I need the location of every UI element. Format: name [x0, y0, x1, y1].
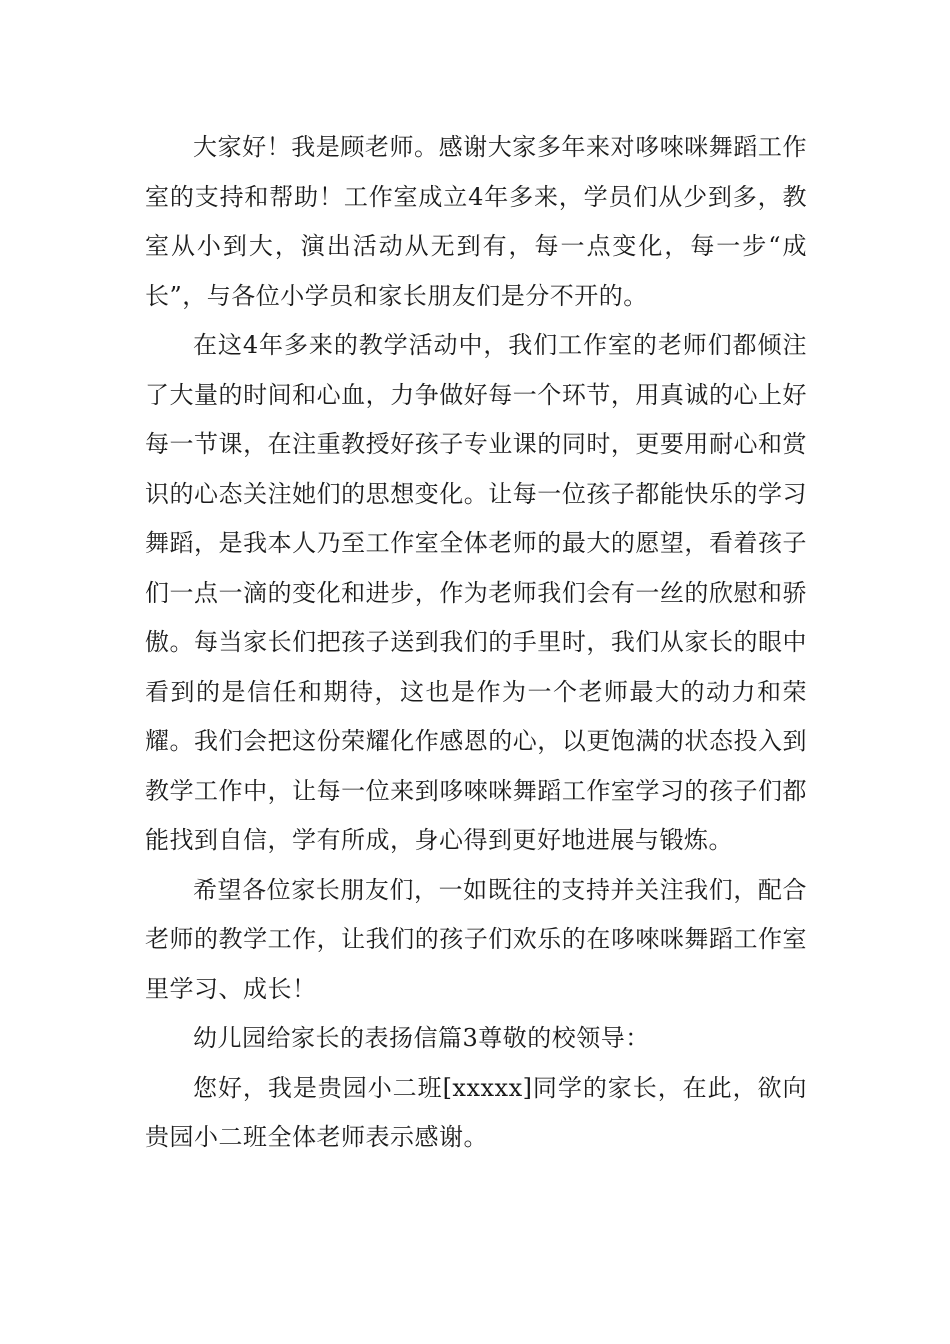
paragraph-letter-heading: 幼儿园给家长的表扬信篇3尊敬的校领导：	[193, 1024, 650, 1052]
paragraph-hope: 希望各位家长朋友们，一如既往的支持并关注我们，配合老师的教学工作，让我们的孩子们欢乐的在哆唻咪舞蹈工作室里学习、成长！	[145, 875, 807, 1003]
paragraph-greeting: 大家好！我是顾老师。感谢大家多年来对哆唻咪舞蹈工作室的支持和帮助！工作室成立4年多来，学员们从少到多，教室从小到大，演出活动从无到有，每一点变化，每一步“成长”，与各位小学员和家长朋友们是分不开的。	[145, 133, 807, 310]
paragraph-letter-opening: 您好，我是贵园小二班[xxxxx]同学的家长，在此，欲向贵园小二班全体老师表示感谢。	[145, 1073, 807, 1151]
document-body	[145, 123, 807, 1163]
paragraph-teaching: 在这4年多来的教学活动中，我们工作室的老师们都倾注了大量的时间和心血，力争做好每一个环节，用真诚的心上好每一节课，在注重教授好孩子专业课的同时，更要用耐心和赏识的心态关注她们的思想变化。让每一位孩子都能快乐的学习舞蹈，是我本人乃至工作室全体老师的最大的愿望，看着孩子们一点一滴的变化和进步，作为老师我们会有一丝的欣慰和骄傲。每当家长们把孩子送到我们的手里时，我们从家长的眼中看到的是信任和期待，这也是作为一个老师最大的动力和荣耀。我们会把这份荣耀化作感恩的心，以更饱满的状态投入到教学工作中，让每一位来到哆唻咪舞蹈工作室学习的孩子们都能找到自信，学有所成，身心得到更好地进展与锻炼。	[145, 331, 807, 854]
